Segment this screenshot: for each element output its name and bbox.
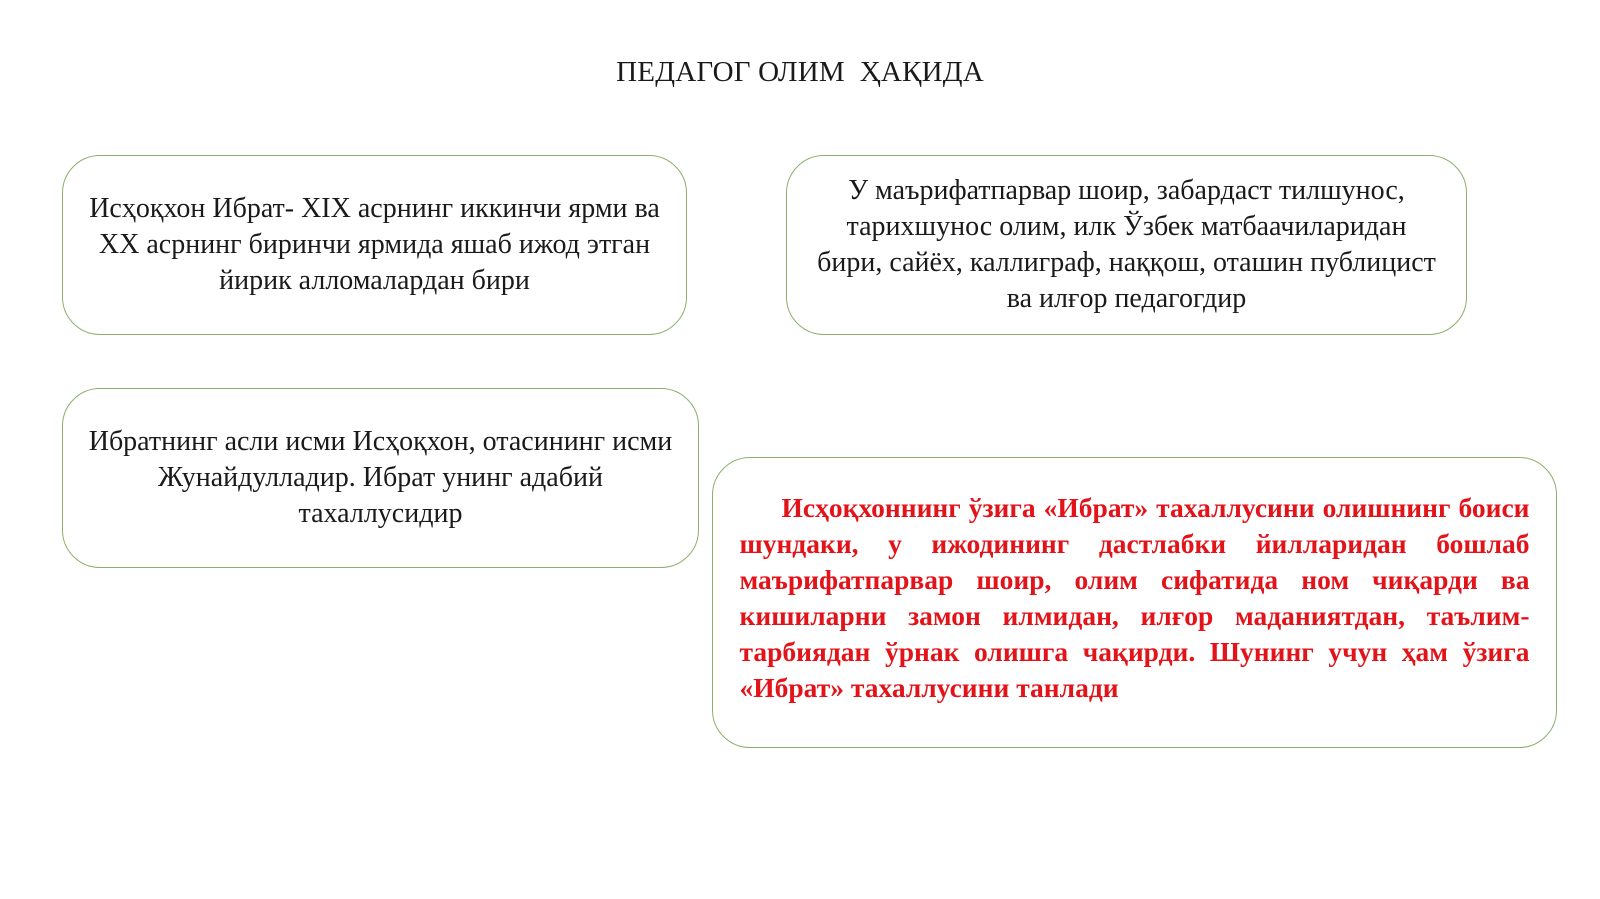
info-box-name-text: Ибратнинг асли исми Исҳоқхон, отасининг исми Жунайдулладир. Ибрат унинг адабий тахаллусидир [88, 426, 673, 529]
slide-title: ПЕДАГОГ ОЛИМ ҲАҚИДА [616, 56, 984, 88]
info-box-intro [62, 155, 687, 335]
info-box-name [62, 388, 699, 568]
info-box-pseudonym-text: Исҳоқхоннинг ўзига «Ибрат» тахаллусини олишнинг боиси шундаки, у ижодининг дастлабки йилларидан бошлаб маърифатпарвар шоир, олим сифатида ном чиқарди ва кишиларни замон илмидан, илғор маданиятдан, таълим-тарбиядан ўрнак олишга чақирди. Шунинг учун ҳам ўзига «Ибрат» тахаллусини танлади [739, 491, 1530, 703]
info-box-profession [786, 155, 1467, 335]
info-box-profession-text: У маърифатпарвар шоир, забардаст тилшунос, тарихшунос олим, илк Ўзбек матбаачиларидан бири, сайёх, каллиграф, наққош, оташин публицист ва илғор педагогдир [817, 175, 1436, 314]
info-box-intro-text: Исҳоқхон Ибрат- XIX асрнинг иккинчи ярми ва XX асрнинг биринчи ярмида яшаб ижод этган йирик алломалардан бири [89, 193, 660, 296]
info-box-pseudonym [712, 457, 1557, 748]
